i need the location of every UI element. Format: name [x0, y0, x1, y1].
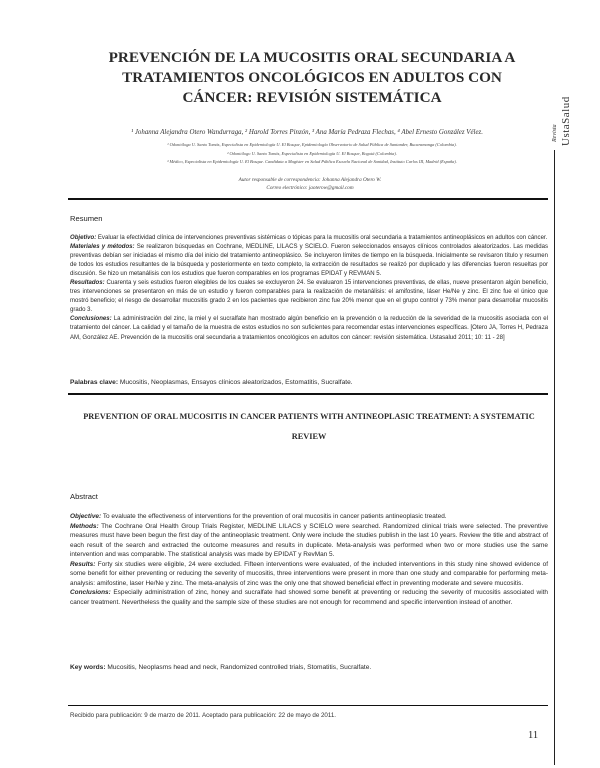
middle-rule — [68, 393, 548, 395]
abstract-objective — [70, 512, 548, 522]
abstract-heading: Abstract — [70, 492, 98, 501]
objetivo-text: Evaluar la efectividad clínica de intervenciones preventivas sistémicas o tópicas para la mucositis oral secundaria a tratamientos antineoplásicos en adultos con cáncer. — [96, 235, 548, 241]
key-words-text: Mucositis, Neoplasms head and neck, Randomized controlled trials, Stomatitis, Sucralfate. — [105, 664, 372, 671]
author-list: ¹ Johanna Alejandra Otero Wandurraga, ² Harold Torres Pinzón, ³ Ana María Pedraza Flechas, ⁴ Abel Ernesto González Vélez. — [131, 129, 483, 136]
methods-text: The Cochrane Oral Health Group Trials Register, MEDLINE LILACS y SCIELO were searched. Randomized clinical trials were selected. The preventive measures must have been begun the first day of the antineoplasic treatment. Only were include the studies publish in the last 10 years. Review the title and abstract of each result of the search and extracted the outcome measures and results in duplicate. Meta-analysis was performed when two or more studies use the same intervention and was comparable. The statistical analysis was made by EPIDAT y RevMan 5. — [70, 522, 548, 558]
journal-brand — [550, 40, 578, 150]
affiliation-3: ³ Médico, Especialista en Epidemiología U. El Bosque. Candidata a Magíster en Salud Pública Escuela Nacional de Sanidad, Instituto Carlos III, Madrid (España). — [167, 159, 457, 164]
metodos-label: Materiales y métodos: — [70, 244, 135, 251]
affiliation-1: ¹ Odontóloga U. Santo Tomás, Especialista en Epidemiología U. El Bosque, Epidemiología Observatorio de Salud Pública de Santander, Bucaramanga (Colombia). — [167, 142, 457, 147]
resumen-heading: Resumen — [70, 214, 103, 223]
conclusiones-label: Conclusiones: — [70, 316, 112, 323]
palabras-clave — [70, 378, 548, 387]
affiliation-2: ² Odontólogo U. Santo Tomás, Especialista en Epidemiología U. El Bosque, Bogotá (Colombia). — [227, 150, 397, 156]
resumen-body — [70, 234, 548, 343]
journal-brand-large: UstaSalud — [560, 96, 572, 146]
resumen-metodos — [70, 243, 548, 279]
english-title: PREVENTION OF ORAL MUCOSITIS IN CANCER PATIENTS WITH ANTINEOPLASIC TREATMENT: A SYSTEMATIC REVIEW — [83, 412, 535, 441]
correspondence-email: Correo electrónico: jaoterow@gmail.com — [266, 185, 354, 191]
metodos-text: Se realizaron búsquedas en Cochrane, MEDLINE, LILACS y SCIELO. Fueron seleccionados ensayos clínicos controlados aleatorizados. Las medidas preventivas debían ser iniciadas el mismo día del inicio del tratamiento antineoplásico. Se incluyeron límites de tiempo en la búsqueda. Inicialmente se revisaron título y resumen de todos los estudios resultantes de la búsqueda y posteriormente en texto completo, la extracción de resultados se realizó por duplicado y las diferencias fueron resueltas por discusión. Se hizo un metanálisis con los estudios que fueron comparables en los programas EPIDAT y REVMAN 5. — [70, 244, 548, 278]
key-words-label: Key words: — [70, 664, 106, 671]
affiliations — [92, 141, 532, 167]
abstract-methods — [70, 522, 548, 560]
resumen-resultados — [70, 279, 548, 315]
results-text: Forty six studies were eligible, 24 were excluded. Fifteen interventions were evaluated, of the included interventions in this study nine showed evidence of some benefit for either preventing or reducing the severity of mucositis, three interventions were present in more than one study and comparable for performing meta-analysis: amifostine, laser He/Ne y zinc. The meta-analysis of zinc was the only one that showed beneficial effect in preventing moderate and severe mucositis. — [70, 560, 548, 587]
side-divider — [554, 150, 555, 765]
abstract-body — [70, 512, 548, 607]
top-rule — [68, 198, 548, 200]
objective-label: Objective: — [70, 513, 102, 520]
journal-brand-small: Revista — [552, 124, 558, 142]
article-title: PREVENCIÓN DE LA MUCOSITIS ORAL SECUNDARIA A TRATAMIENTOS ONCOLÓGICOS EN ADULTOS CON CÁNCER: REVISIÓN SISTEMÁTICA — [108, 49, 516, 106]
abstract-results — [70, 560, 548, 589]
key-words — [70, 663, 548, 672]
resumen-objetivo — [70, 234, 548, 243]
resultados-text: Cuarenta y seis estudios fueron elegibles de los cuales se excluyeron 24. Se evaluaron 15 intervenciones preventivas, de ellas, nueve presentaron algún beneficio, tres intervenciones se presentaron en más de un estudio y fueron comparables para la realización de metanálisis: el amifostine, láser He/Ne y zinc. El zinc fue el único que mostró beneficio; el riesgo de desarrollar mucositis grado 2 en los pacientes que recibieron zinc fue 20% menor que en el grupo control y 73% menor para desarrollar mucositis grado 3. — [70, 280, 548, 314]
correspondence-author: Autor responsable de correspondencia: Johanna Alejandra Otero W. — [238, 177, 382, 183]
received-dates: Recibido para publicación: 9 de marzo de 2011. Aceptado para publicación: 22 de mayo de 2011. — [70, 712, 337, 719]
results-label: Results: — [70, 560, 96, 568]
page-number: 11 — [528, 730, 539, 741]
correspondence — [180, 176, 440, 192]
palabras-clave-text: Mucositis, Neoplasmas, Ensayos clínicos aleatorizados, Estomatitis, Sucralfate. — [118, 379, 353, 386]
methods-label: Methods: — [70, 522, 99, 530]
resultados-label: Resultados: — [70, 280, 105, 287]
palabras-clave-label: Palabras clave: — [70, 379, 119, 386]
conclusiones-text: La administración del zinc, la miel y el sucralfate han mostrado algún beneficio en la prevención o la reducción de la severidad de la mucositis asociada con el tratamiento del cáncer. La calidad y el tamaño de la muestra de estos estudios no son suficientes para recomendar estas intervenciones específicas. [Otero JA, Torres H, Pedraza AM, González AE. Prevención de la mucositis oral secundaria a tratamientos oncológicos en adultos con cáncer: revisión sistemática. Ustasalud 2011; 10: 11 - 28] — [70, 316, 548, 341]
conclusions-text: Especially administration of zinc, honey and sucralfate had showed some benefit at preventing or reducing the severity of mucositis associated with cancer treatment. Nevertheless the quality and the sample size of these studies are not enough for recommend and specific intervention instead of another. — [70, 589, 548, 606]
abstract-conclusions — [70, 588, 548, 607]
objetivo-label: Objetivo: — [70, 235, 97, 241]
resumen-conclusiones — [70, 315, 548, 342]
objective-text: To evaluate the effectiveness of interventions for the prevention of oral mucositis in cancer patients antineoplasic treated. — [101, 513, 447, 520]
conclusions-label: Conclusions: — [70, 589, 111, 596]
bottom-rule — [68, 705, 548, 706]
